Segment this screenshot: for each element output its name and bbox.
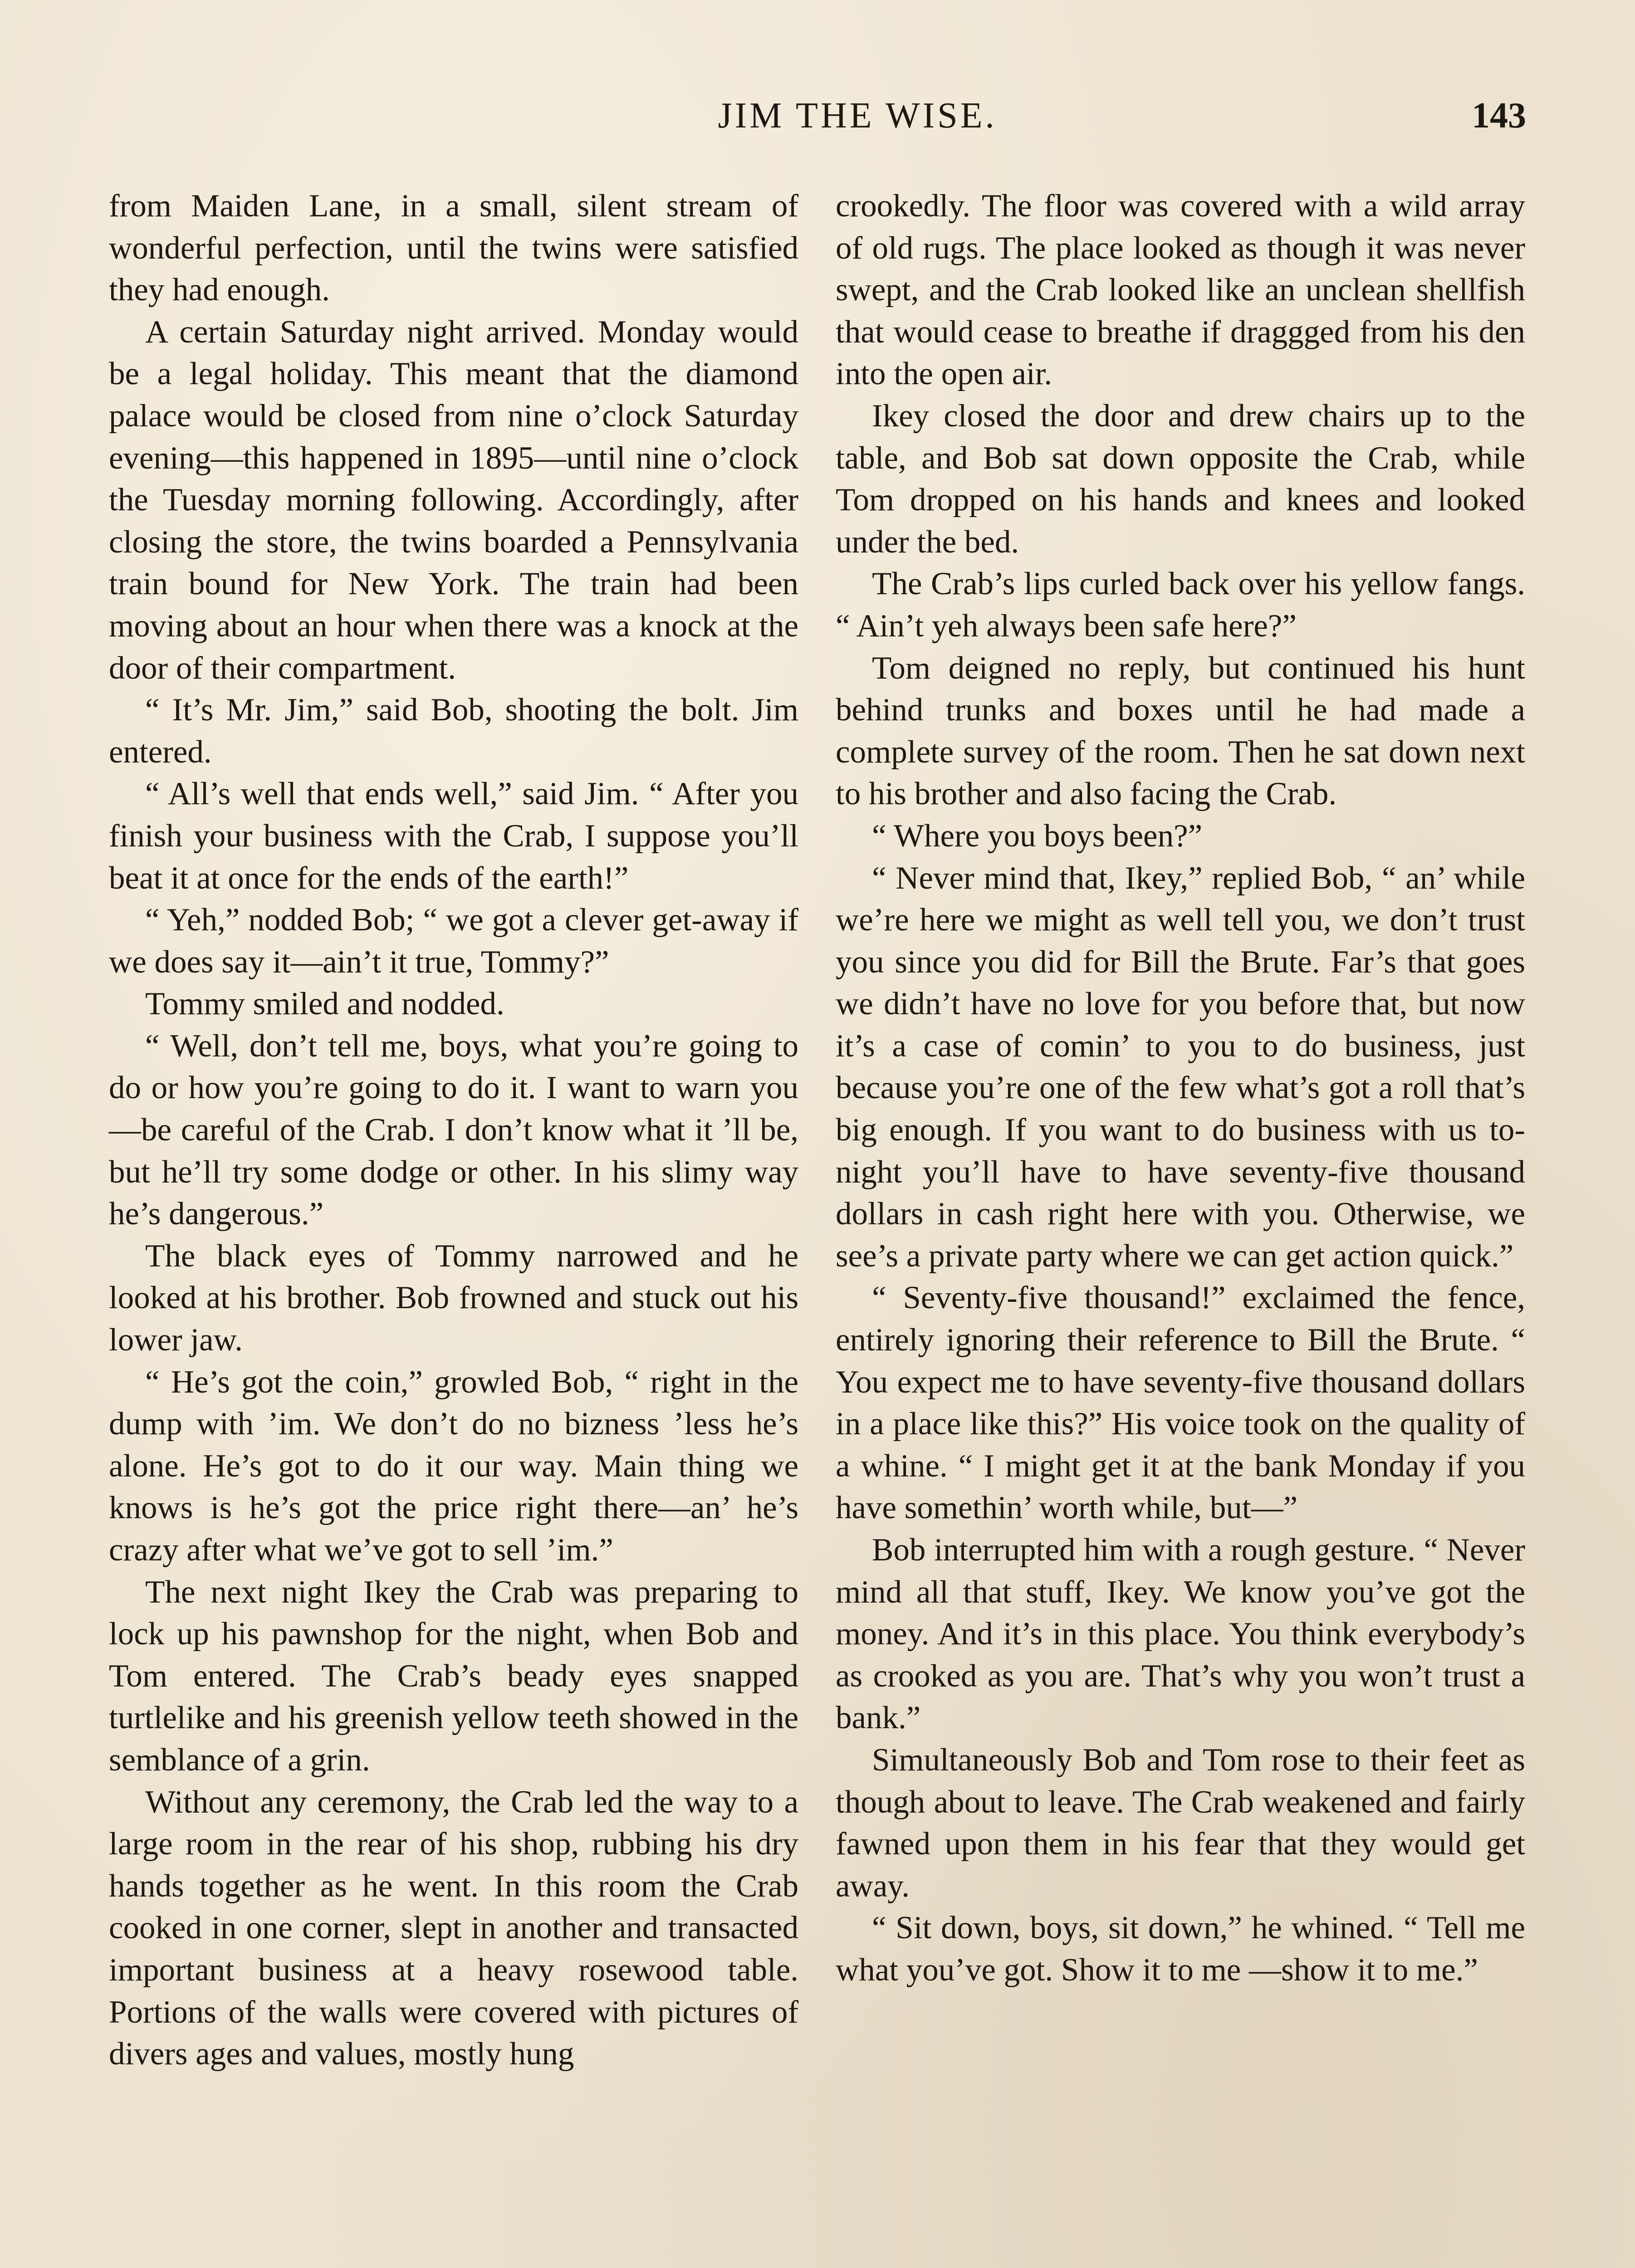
page-number: 143 <box>1472 96 1526 136</box>
paragraph: “ Never mind that, Ikey,” replied Bob, “ an’ while we’re here we might as well tell you, we don’t trust you since you did for Bill the Brute. Far’s that goes we didn’t have no love for you before that, but now it’s a case of comin’ to you to do business, just because you’re one of the few what’s got a roll that’s big enough. If you want to do business with us to-night you’ll have to have seventy-five thousand dollars in cash right here with you. Otherwise, we see’s a private party where we can get action quick.” <box>836 860 1525 1274</box>
paragraph: Bob interrupted him with a rough gesture. “ Never mind all that stuff, Ikey. We know you’ve got the money. And it’s in this place. You think everybody’s as crooked as you are. That’s why you won’t trust a bank.” <box>836 1532 1525 1736</box>
paragraph: Simultaneously Bob and Tom rose to their feet as though about to leave. The Crab weakened and fairly fawned upon them in his fear that they would get away. <box>836 1742 1525 1904</box>
paragraph: “ He’s got the coin,” growled Bob, “ right in the dump with ’im. We don’t do no bizness ’less he’s alone. He’s got to do it our way. Main thing we knows is he’s got the price right there—an’ he’s crazy after what we’ve got to sell ’im.” <box>109 1364 798 1568</box>
paragraph: Tommy smiled and nodded. <box>145 986 504 1022</box>
paragraph: from Maiden Lane, in a small, silent stream of wonderful perfection, until the twins were satisfied they had enough. <box>109 188 798 308</box>
paragraph: “ Sit down, boys, sit down,” he whined. “ Tell me what you’ve got. Show it to me —show it to me.” <box>836 1910 1525 1988</box>
paragraph: “ Seventy-five thousand!” exclaimed the fence, entirely ignoring their reference to Bill the Brute. “ You expect me to have seventy-five thousand dollars in a place like this?” His voice took on the quality of a whine. “ I might get it at the bank Monday if you have somethin’ worth while, but—” <box>836 1280 1525 1526</box>
paragraph: “ Well, don’t tell me, boys, what you’re going to do or how you’re going to do it. I want to warn you—be careful of the Crab. I don’t know what it ’ll be, but he’ll try some dodge or other. In his slimy way he’s dangerous.” <box>109 1028 798 1232</box>
left-text-column <box>109 185 798 2075</box>
paragraph: Ikey closed the door and drew chairs up to the table, and Bob sat down opposite the Crab, while Tom dropped on his hands and knees and looked under the bed. <box>836 398 1525 560</box>
running-title: JIM THE WISE. <box>718 96 997 136</box>
right-text-column <box>836 185 1525 1991</box>
paragraph: crookedly. The floor was covered with a wild array of old rugs. The place looked as though it was never swept, and the Crab looked like an unclean shellfish that would cease to breathe if draggged from his den into the open air. <box>836 188 1525 392</box>
paragraph: “ Yeh,” nodded Bob; “ we got a clever get-away if we does say it—ain’t it true, Tommy?” <box>109 902 798 980</box>
paragraph: “ All’s well that ends well,” said Jim. “ After you finish your business with the Crab, I suppose you’ll beat it at once for the ends of the earth!” <box>109 776 798 896</box>
paragraph: Tom deigned no reply, but continued his hunt behind trunks and boxes until he had made a complete survey of the room. Then he sat down next to his brother and also facing the Crab. <box>836 650 1525 812</box>
paragraph: The next night Ikey the Crab was preparing to lock up his pawnshop for the night, when Bob and Tom entered. The Crab’s beady eyes snapped turtlelike and his greenish yellow teeth showed in the semblance of a grin. <box>109 1574 798 1778</box>
paragraph: The black eyes of Tommy narrowed and he looked at his brother. Bob frowned and stuck out his lower jaw. <box>109 1238 798 1358</box>
paragraph: “ Where you boys been?” <box>872 818 1203 854</box>
paragraph: A certain Saturday night arrived. Monday would be a legal holiday. This meant that the diamond palace would be closed from nine o’clock Saturday evening—this happened in 1895—until nine o’clock the Tuesday morning following. Accordingly, after closing the store, the twins boarded a Pennsylvania train bound for New York. The train had been moving about an hour when there was a knock at the door of their compartment. <box>109 314 798 686</box>
paragraph: Without any ceremony, the Crab led the way to a large room in the rear of his shop, rubbing his dry hands together as he went. In this room the Crab cooked in one corner, slept in another and transacted important business at a heavy rosewood table. Portions of the walls were covered with pictures of divers ages and values, mostly hung <box>109 1784 798 2072</box>
paragraph: “ It’s Mr. Jim,” said Bob, shooting the bolt. Jim entered. <box>109 692 798 770</box>
paragraph: The Crab’s lips curled back over his yellow fangs. “ Ain’t yeh always been safe here?” <box>836 566 1525 644</box>
